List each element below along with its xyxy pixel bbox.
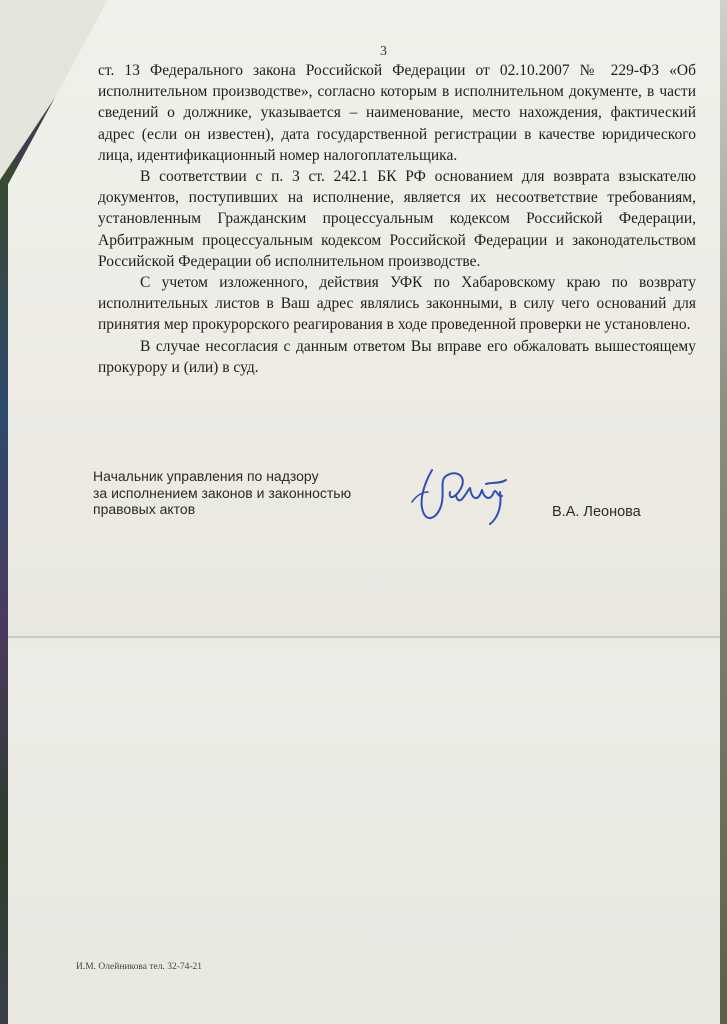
signatory-title-line: правовых актов <box>93 501 196 517</box>
executor-contact: И.М. Олейникова тел. 32-74-21 <box>76 962 203 972</box>
page-fold-line <box>8 636 720 638</box>
letter-body <box>98 60 696 378</box>
page-number: 3 <box>380 44 387 59</box>
paragraph-conclusion: С учетом изложенного, действия УФК по Хабаровскому краю по возврату исполнительных листов в Ваш адрес являлись законными, в силу чего оснований для принятия мер прокурорского реагирования в ходе проведенной проверки не установлено. <box>98 274 696 334</box>
signatory-title-line: за исполнением законов и законностью <box>93 484 352 501</box>
signatory-title-line: Начальник управления по надзору <box>93 468 319 484</box>
paragraph-appeal-right: В случае несогласия с данным ответом Вы вправе его обжаловать вышестоящему прокурору и (или) в суд. <box>98 337 696 376</box>
paragraph-continuation: ст. 13 Федерального закона Российской Федерации от 02.10.2007 № 229-ФЗ «Об исполнительном производстве», согласно которым в исполнительном документе, в части сведений о должнике, указывается – наименование, место нахождения, фактический адрес (если он известен), дата государственной регистрации в качестве юридического лица, идентификационный номер налогоплательщика. <box>98 62 696 164</box>
paragraph-legal-basis: В соответствии с п. 3 ст. 242.1 БК РФ основанием для возврата взыскателю документов, поступивших на исполнение, является их несоответствие требованиям, установленным Гражданским процессуальным кодексом Российской Федерации, Арбитражным процессуальным кодексом Российской Федерации и законодательством Российской Федерации об исполнительном производстве. <box>98 168 696 270</box>
signatory-title <box>93 468 351 518</box>
handwritten-signature <box>410 462 520 532</box>
signer-name: В.А. Леонова <box>552 504 641 520</box>
